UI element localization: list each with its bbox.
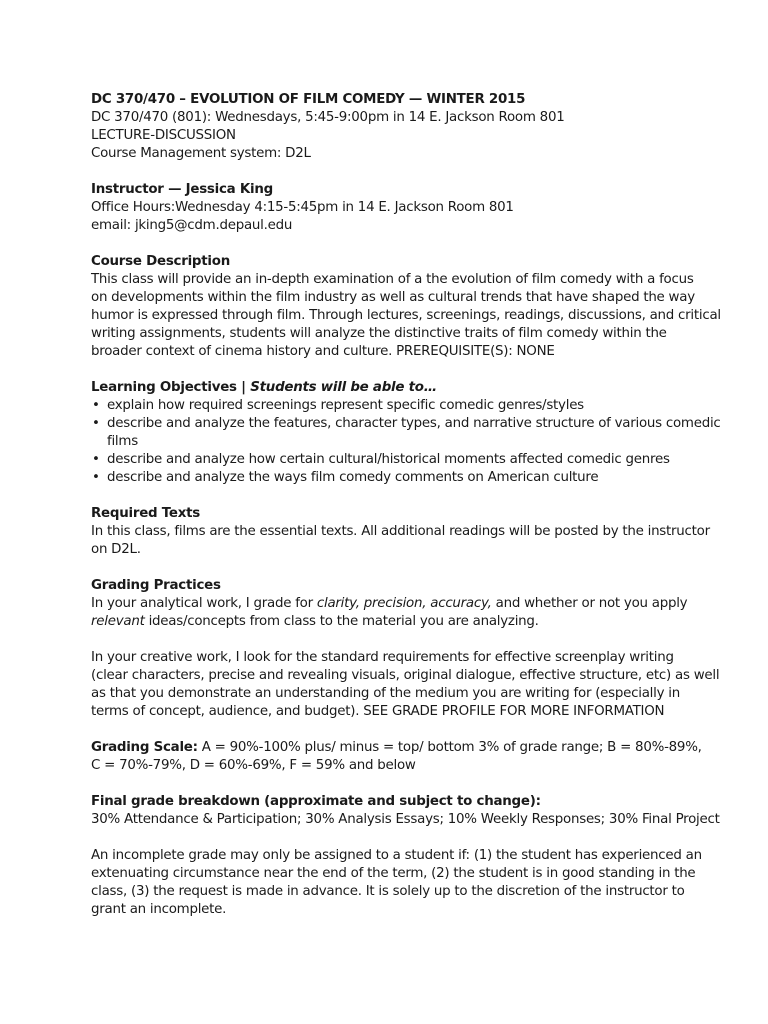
list-item-text: describe and analyze how certain cultural/historical moments affected comedic genres [107, 452, 670, 467]
bullet-icon: • [92, 470, 100, 485]
spacer [91, 163, 691, 181]
course-description-line: writing assignments, students will analyze the distinctive traits of film comedy within the [91, 326, 667, 341]
analytical-text: In your analytical work, I grade for [91, 596, 317, 611]
incomplete-policy-line: extenuating circumstance near the end of the term, (2) the student is in good standing in the [91, 866, 696, 881]
course-description-line: This class will provide an in-depth examination of a the evolution of film comedy with a focus [91, 272, 694, 287]
incomplete-policy-line: An incomplete grade may only be assigned to a student if: (1) the student has experienced an [91, 848, 702, 863]
bullet-icon: • [92, 416, 100, 431]
spacer [91, 361, 691, 379]
analytical-criteria: clarity, precision, accuracy, [316, 596, 492, 611]
creative-work-line: as that you demonstrate an understanding of the medium you are writing for (especially in [91, 686, 681, 701]
bullet-icon: • [92, 398, 100, 413]
final-grade-heading: Final grade breakdown (approximate and subject to change): [91, 794, 541, 809]
grading-scale-line [91, 739, 702, 757]
grading-practices-heading: Grading Practices [91, 578, 221, 593]
spacer [91, 721, 691, 739]
grading-scale-label: Grading Scale: [91, 740, 198, 755]
required-texts-heading: Required Texts [91, 506, 200, 521]
analytical-work-line [91, 595, 691, 613]
bullet-icon: • [92, 452, 100, 467]
grading-scale-line: C = 70%-79%, D = 60%-69%, F = 59% and below [91, 758, 416, 773]
creative-work-line: terms of concept, audience, and budget). SEE GRADE PROFILE FOR MORE INFORMATION [91, 704, 665, 719]
course-description-line: on developments within the film industry as well as cultural trends that have shaped the way [91, 290, 695, 305]
list-item-text: describe and analyze the ways film comedy comments on American culture [107, 470, 599, 485]
instructor-email: email: jking5@cdm.depaul.edu [91, 218, 293, 233]
spacer [91, 559, 691, 577]
office-hours: Office Hours:Wednesday 4:15-5:45pm in 14 E. Jackson Room 801 [91, 200, 514, 215]
analytical-text: ideas/concepts from class to the material you are analyzing. [144, 614, 539, 629]
spacer [91, 631, 691, 649]
grading-scale-text: A = 90%-100% plus/ minus = top/ bottom 3% of grade range; B = 80%-89%, [197, 740, 702, 755]
spacer [91, 487, 691, 505]
analytical-work-line [91, 613, 691, 631]
instructor-heading: Instructor — Jessica King [91, 182, 273, 197]
list-item-text-continued: films [107, 434, 138, 449]
course-schedule: DC 370/470 (801): Wednesdays, 5:45-9:00pm in 14 E. Jackson Room 801 [91, 110, 565, 125]
learning-objectives-list [91, 397, 721, 487]
analytical-text: and whether or not you apply [491, 596, 688, 611]
learning-objectives-heading-text: Learning Objectives | [91, 380, 251, 395]
required-texts-line: on D2L. [91, 542, 141, 557]
creative-work-line: In your creative work, I look for the standard requirements for effective screenplay writing [91, 650, 674, 665]
syllabus-page [91, 91, 721, 919]
incomplete-policy-line: class, (3) the request is made in advance. It is solely up to the discretion of the instructor to [91, 884, 685, 899]
final-grade-breakdown: 30% Attendance & Participation; 30% Analysis Essays; 10% Weekly Responses; 30% Final Project [91, 812, 720, 827]
course-title: DC 370/470 – EVOLUTION OF FILM COMEDY — WINTER 2015 [91, 92, 526, 107]
required-texts-line: In this class, films are the essential texts. All additional readings will be posted by the instructor [91, 524, 710, 539]
course-description-line: broader context of cinema history and culture. PREREQUISITE(S): NONE [91, 344, 555, 359]
list-item-text: describe and analyze the features, character types, and narrative structure of various comedic [107, 416, 721, 431]
list-item [91, 469, 691, 487]
course-description-heading: Course Description [91, 254, 230, 269]
course-description-body [91, 271, 721, 361]
spacer [91, 235, 691, 253]
course-format: LECTURE-DISCUSSION [91, 128, 236, 143]
course-description-line: humor is expressed through film. Through lectures, screenings, readings, discussions, and critical [91, 308, 721, 323]
list-item [91, 451, 691, 469]
incomplete-policy-line: grant an incomplete. [91, 902, 227, 917]
course-management-system: Course Management system: D2L [91, 146, 311, 161]
learning-objectives-heading [91, 379, 691, 397]
spacer [91, 829, 691, 847]
list-item [91, 397, 691, 415]
spacer [91, 775, 691, 793]
list-item-text: explain how required screenings represent specific comedic genres/styles [107, 398, 584, 413]
list-item [91, 415, 721, 451]
creative-work-line: (clear characters, precise and revealing visuals, original dialogue, effective structure, etc) as well [91, 668, 720, 683]
analytical-relevant: relevant [91, 614, 145, 629]
learning-objectives-heading-italic: Students will be able to… [250, 380, 437, 395]
